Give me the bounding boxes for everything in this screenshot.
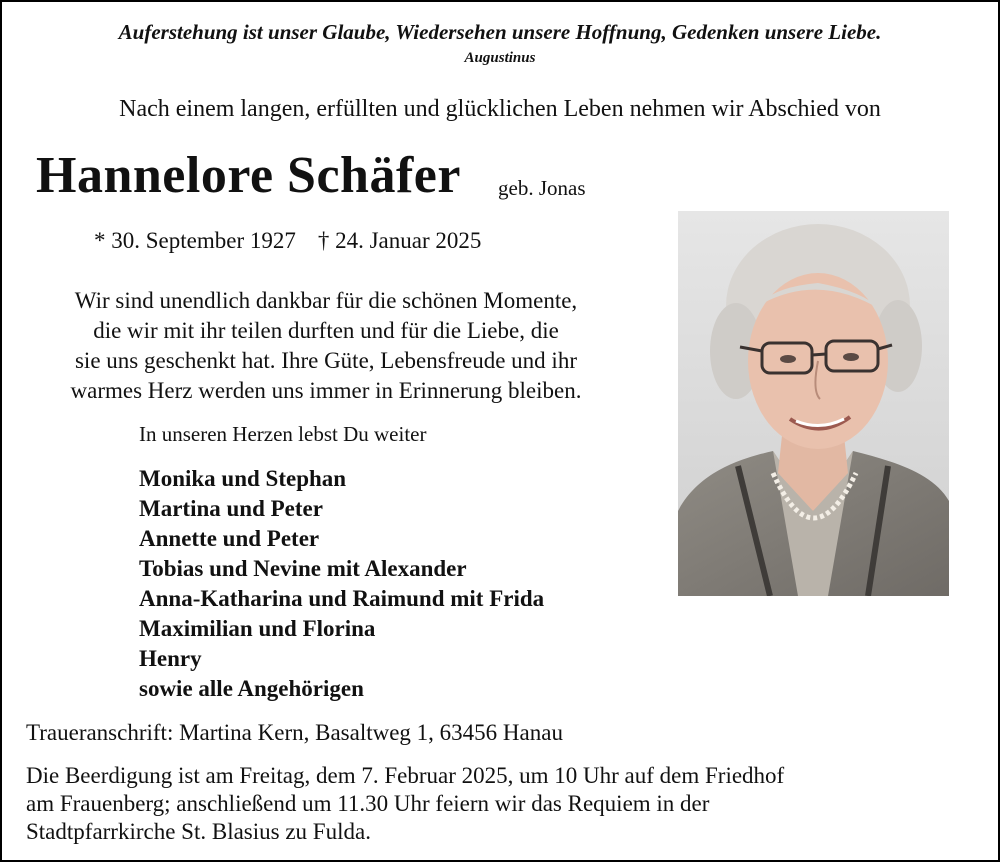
funeral-line: am Frauenberg; anschließend um 11.30 Uhr feiern wir das Requiem in der (26, 791, 710, 816)
tribute-line: warmes Herz werden uns immer in Erinnerung bleiben. (70, 378, 582, 403)
funeral-line: Stadtpfarrkirche St. Blasius zu Fulda. (26, 819, 371, 844)
mourner-entry: Henry (139, 646, 202, 671)
mourner-entry: sowie alle Angehörigen (139, 676, 364, 701)
tribute-line: sie uns geschenkt hat. Ihre Güte, Lebensfreude und ihr (74, 348, 577, 373)
mourner-entry: Maximilian und Florina (139, 616, 376, 641)
motto-quote: Auferstehung ist unser Glaube, Wiedersehen unsere Hoffnung, Gedenken unsere Liebe. (118, 20, 882, 44)
mourner-entry: Anna-Katharina und Raimund mit Frida (139, 586, 545, 611)
funeral-info (26, 762, 784, 846)
heart-line: In unseren Herzen lebst Du weiter (139, 422, 427, 446)
deceased-name: Hannelore Schäfer (36, 147, 461, 204)
mourners-list (139, 464, 544, 704)
life-dates (94, 228, 481, 254)
tribute-text (0, 286, 652, 406)
death-date: † 24. Januar 2025 (317, 228, 482, 253)
tribute-line: Wir sind unendlich dankbar für die schönen Momente, (74, 288, 578, 313)
mourning-address: Traueranschrift: Martina Kern, Basaltweg 1, 63456 Hanau (26, 720, 563, 745)
mourner-entry: Martina und Peter (139, 496, 323, 521)
mourner-entry: Tobias und Nevine mit Alexander (139, 556, 467, 581)
mourner-entry: Annette und Peter (139, 526, 320, 551)
maiden-name: geb. Jonas (498, 176, 586, 200)
portrait-photo (678, 211, 949, 596)
birth-date: * 30. September 1927 (94, 228, 296, 253)
mourner-entry: Monika und Stephan (139, 466, 347, 491)
motto-source: Augustinus (464, 50, 536, 66)
intro-text: Nach einem langen, erfüllten und glücklichen Leben nehmen wir Abschied von (119, 96, 881, 122)
funeral-line: Die Beerdigung ist am Freitag, dem 7. Februar 2025, um 10 Uhr auf dem Friedhof (26, 763, 785, 788)
tribute-line: die wir mit ihr teilen durften und für die Liebe, die (93, 318, 559, 343)
